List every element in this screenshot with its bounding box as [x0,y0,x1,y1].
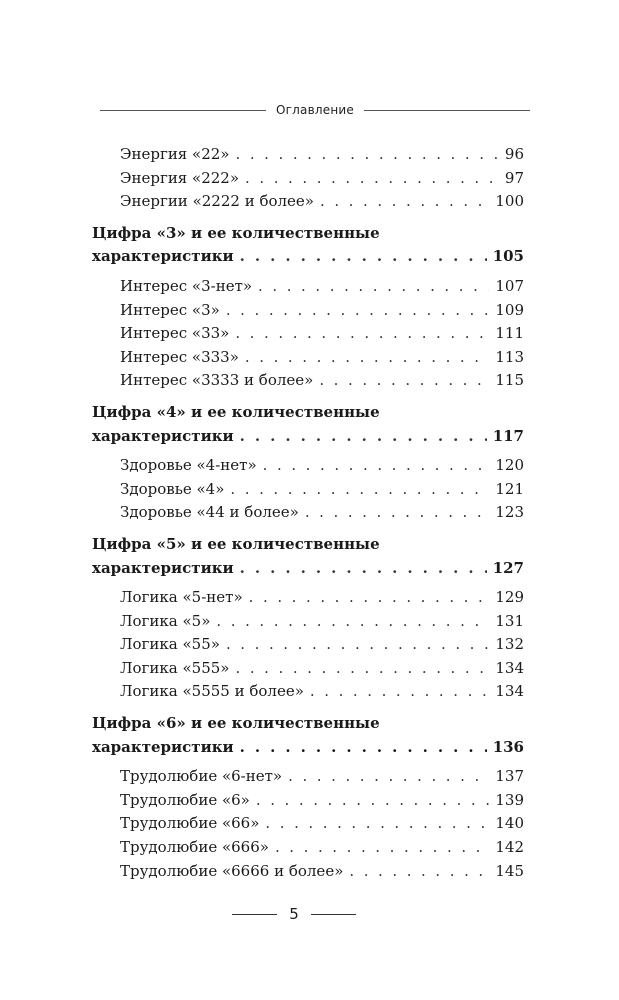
toc-section-entry[interactable] [0,245,524,269]
toc-entry-label: Логика «5555 и более» [120,682,304,701]
toc-section-entry[interactable] [0,425,524,449]
running-header [100,100,530,120]
toc-section-entry[interactable] [0,736,524,760]
toc-entry-label: Логика «55» [120,635,220,654]
toc-entry-label: Интерес «33» [120,324,230,343]
toc-entry[interactable] [0,369,524,393]
toc-page-number: 131 [495,611,524,630]
toc-entry-label: характеристики [92,737,234,756]
toc-page-number: 107 [495,276,524,295]
toc-page-number: 132 [495,635,524,654]
toc-entry-label: Интерес «3-нет» [120,276,253,295]
footer-rule-right [311,914,356,915]
toc-entry[interactable] [0,680,524,704]
toc-entry-label: характеристики [92,426,234,445]
toc-dot-leader [256,789,490,813]
toc-page-number: 111 [495,324,524,343]
toc-section-entry[interactable] [0,557,524,581]
toc-entry[interactable] [0,454,524,478]
toc-entry[interactable] [0,167,524,191]
toc-page-number: 123 [495,503,524,522]
toc-page-number: 134 [495,658,524,677]
toc-dot-leader [235,143,498,167]
toc-entry-label: Энергия «22» [120,145,230,163]
toc-page-number: 136 [492,737,524,756]
toc-entry-label: Логика «5-нет» [120,588,243,607]
toc-page-number: 97 [504,168,524,187]
toc-entry[interactable] [0,190,524,214]
toc-dot-leader [258,275,489,299]
toc-entry[interactable] [0,860,524,884]
toc-dot-leader [319,369,489,393]
toc-page-number: 105 [492,247,524,266]
toc-page-number: 142 [495,838,524,857]
toc-dot-leader [263,454,490,478]
toc-entry[interactable] [0,322,524,346]
table-of-contents [0,143,619,883]
toc-section-entry[interactable] [0,533,524,557]
toc-page-number: 100 [495,192,524,211]
toc-entry-label: Интерес «3333 и более» [120,371,314,390]
toc-dot-leader [288,765,489,789]
toc-dot-leader [216,610,489,634]
toc-page-number: 140 [495,814,524,833]
toc-dot-leader [349,860,489,884]
toc-entry[interactable] [0,657,524,681]
toc-entry-label: Логика «5» [120,611,211,630]
toc-page-number: 109 [495,300,524,319]
toc-entry-label: Энергия «222» [120,168,240,187]
toc-dot-leader [235,657,489,681]
toc-dot-leader [240,245,487,269]
toc-entry[interactable] [0,812,524,836]
toc-page-number: 121 [495,479,524,498]
toc-entry-label: Трудолюбие «666» [120,838,269,857]
footer-rule-left [232,914,277,915]
toc-dot-leader [249,586,490,610]
toc-entry-label: Логика «555» [120,658,230,677]
toc-entry[interactable] [0,143,524,167]
toc-dot-leader [320,190,489,214]
toc-entry[interactable] [0,299,524,323]
toc-section-entry[interactable] [0,401,524,425]
toc-dot-leader [235,322,489,346]
toc-entry-label: характеристики [92,558,234,577]
toc-section-entry[interactable] [0,222,524,246]
toc-dot-leader [305,501,490,525]
toc-dot-leader [265,812,489,836]
toc-entry-label: характеристики [92,247,234,266]
header-title: Оглавление [276,103,354,117]
toc-entry[interactable] [0,836,524,860]
toc-dot-leader [230,478,489,502]
toc-entry-label: Трудолюбие «6» [120,790,250,809]
toc-dot-leader [245,167,499,191]
toc-entry-label: Трудолюбие «66» [120,814,260,833]
header-rule-left [100,110,266,111]
page-footer [232,902,356,926]
toc-dot-leader [240,425,487,449]
toc-dot-leader [310,680,489,704]
toc-entry-label: Трудолюбие «6-нет» [120,767,283,786]
toc-entry-label: Трудолюбие «6666 и более» [120,861,344,880]
page-number: 5 [289,905,299,923]
toc-page-number: 134 [495,682,524,701]
toc-entry[interactable] [0,789,524,813]
toc-dot-leader [275,836,489,860]
toc-entry[interactable] [0,275,524,299]
header-rule-right [364,110,530,111]
toc-entry-label: Интерес «333» [120,347,239,366]
toc-page-number: 137 [495,767,524,786]
toc-entry[interactable] [0,633,524,657]
toc-section-entry[interactable] [0,712,524,736]
toc-page-number: 127 [492,558,524,577]
toc-entry[interactable] [0,586,524,610]
toc-entry[interactable] [0,610,524,634]
toc-entry-label: Цифра «6» и ее количественные [92,714,380,733]
toc-entry[interactable] [0,346,524,370]
toc-dot-leader [240,736,487,760]
toc-entry-label: Цифра «4» и ее количественные [92,402,380,421]
toc-entry-label: Интерес «3» [120,300,220,319]
toc-entry[interactable] [0,501,524,525]
toc-page-number: 145 [495,861,524,880]
toc-page-number: 115 [495,371,524,390]
toc-entry-label: Цифра «5» и ее количественные [92,534,380,553]
toc-page-number: 139 [495,790,524,809]
toc-page-number: 117 [492,426,524,445]
toc-entry[interactable] [0,478,524,502]
toc-page-number: 96 [504,145,524,163]
toc-dot-leader [226,633,489,657]
toc-entry-label: Цифра «3» и ее количественные [92,223,380,242]
toc-page-number: 113 [495,347,524,366]
toc-page-number: 120 [495,456,524,475]
toc-dot-leader [226,299,490,323]
toc-entry-label: Здоровье «4-нет» [120,456,257,475]
toc-dot-leader [240,557,487,581]
toc-entry-label: Энергии «2222 и более» [120,192,314,211]
toc-entry-label: Здоровье «4» [120,479,225,498]
toc-entry[interactable] [0,765,524,789]
toc-page-number: 129 [495,588,524,607]
toc-dot-leader [245,346,489,370]
toc-entry-label: Здоровье «44 и более» [120,503,299,522]
